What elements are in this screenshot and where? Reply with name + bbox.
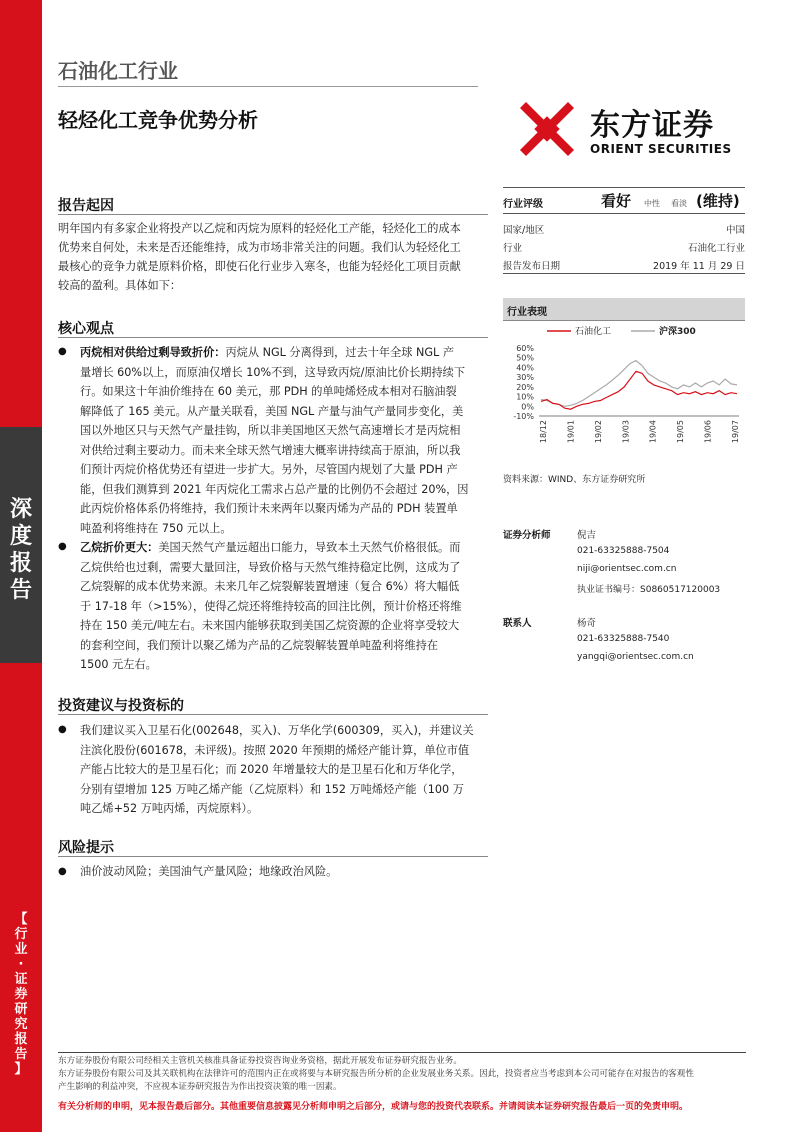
y-tick-label: 30%	[516, 373, 534, 383]
analyst-email[interactable]: niji@orientsec.com.cn	[577, 564, 677, 574]
x-tick-label: 19/05	[676, 420, 686, 444]
x-tick-label: 19/04	[648, 420, 658, 444]
logo-mark-icon	[516, 98, 578, 160]
footer-disclaimer: 东方证券股份有限公司经相关主管机关核准具备证券投资咨询业务资格，据此开展发布证券研究报告业务。 东方证券股份有限公司及其关联机构在法律许可的范围内正在或将要与本研究报告所分析的企业发展业务关系。因此，投资者应当考虑到本公司可能存在对报告的客观性 产生影响的利益冲突，不应视本证券研究报告为作出投资决策的唯一因素。	[58, 1056, 694, 1092]
section-divider	[58, 337, 488, 338]
rating-neutral: 中性	[644, 199, 660, 208]
section-title-core: 核心观点	[58, 321, 114, 337]
bullet-icon: ●	[58, 541, 67, 552]
contact-role: 联系人	[503, 618, 532, 629]
performance-title: 行业表现	[507, 307, 547, 318]
y-tick-label: -10%	[513, 412, 534, 421]
section-title-risk: 风险提示	[58, 840, 114, 856]
y-tick-label: 10%	[516, 392, 534, 402]
rating-label: 行业评级	[503, 199, 543, 210]
rating-bottom-line	[503, 213, 745, 214]
x-tick-label: 19/06	[703, 420, 713, 444]
info-bottom-line	[503, 273, 745, 274]
footer-divider	[58, 1052, 746, 1053]
section-divider	[58, 214, 488, 215]
rating-bearish: 看淡	[671, 199, 687, 208]
bullet-icon: ●	[58, 724, 67, 735]
legend-label: 沪深300	[659, 327, 696, 337]
y-tick-label: 0%	[521, 402, 534, 412]
section-divider	[58, 714, 488, 715]
vertical-report-type: 深 度 报 告	[9, 497, 32, 603]
analyst-phone: 021-63325888-7504	[577, 546, 670, 556]
x-tick-label: 19/03	[621, 420, 631, 444]
contact-phone: 021-63325888-7540	[577, 634, 670, 644]
performance-underline	[503, 320, 745, 321]
reason-paragraph: 明年国内有多家企业将投产以乙烷和丙烷为原料的轻烃化工产能，轻烃化工的成本 优势来自何处，未来是否还能维持，成为市场非常关注的问题。我们认为轻烃化工 最核心的竞争力就是原料价格，即使石化行业步入寒冬，也能为轻烃化工项目贡献 较高的盈利。具体如下：	[58, 222, 461, 292]
x-tick-label: 19/07	[731, 420, 740, 444]
performance-chart	[503, 322, 745, 462]
section-title-reason: 报告起因	[58, 198, 114, 214]
info-value: 中国	[725, 225, 745, 236]
logo-name-en: ORIENT SECURITIES	[590, 142, 732, 156]
x-tick-label: 19/02	[593, 420, 603, 444]
series-line	[541, 371, 737, 409]
rating-main: 看好	[601, 192, 632, 210]
contact-email[interactable]: yangqi@orientsec.com.cn	[577, 652, 694, 662]
x-tick-label: 18/12	[539, 420, 548, 444]
logo-name-cn: 东方证券	[590, 108, 714, 143]
x-tick-label: 19/01	[566, 420, 576, 444]
bullet-icon: ●	[58, 866, 67, 877]
chart-source: 资料来源：WIND、东方证券研究所	[503, 475, 646, 485]
info-value: 2019 年 11 月 29 日	[653, 261, 745, 272]
core-point-ethane: 乙烷折价更大：美国天然气产量远超出口能力，导致本土天然气价格很低。而 乙烷供给也过剩，需要大量回注，导致价格与天然气维持稳定比例，这成为了 乙烷裂解的成本优势来源。未来几年乙烷裂解装置增速（复合 6%）将大幅低 于 17-18 年（>15%），使得乙烷还将维持较高的回注比例，预计价格还将维 持在 150 美元/吨左右。未来国内能够获取到美国乙烷资源的企业将享受较大 的套利空间，我们预计以聚乙烯为产品的乙烷裂解装置单吨盈利将维持在 1500 元左右。	[80, 541, 462, 671]
report-title: 轻烃化工竞争优势分析	[58, 108, 258, 132]
analyst-role: 证券分析师	[503, 530, 551, 541]
invest-point: 我们建议买入卫星石化(002648，买入)、万华化学(600309，买入)，并建议关 注滨化股份(601678，未评级)。按照 2020 年预期的烯烃产能计算，单位市值 产能占比较大的是卫星石化；而 2020 年增量较大的是卫星石化和万华化学， 分别有望增加 125 万吨乙烯产能（乙烷原料）和 152 万吨烯烃产能（100 万 吨乙烯+52 万吨丙烯，丙烷原料）。	[80, 724, 474, 815]
info-label: 行业	[503, 243, 523, 254]
rating-status: (维持)	[696, 192, 740, 210]
analyst-cert: 执业证书编号：S0860517120003	[577, 585, 721, 595]
section-divider	[58, 856, 488, 857]
core-point-propane: 丙烷相对供给过剩导致折价：丙烷从 NGL 分离得到，过去十年全球 NGL 产 量增长 60%以上，而原油仅增长 10%不到，这导致丙烷/原油比价长期持续下 行。如果这十年油价维持在 60 美元，那 PDH 的单吨烯烃成本相对石脑油裂 解降低了 165 美元。从产量关联看，美国 NGL 产量与油气产量同步变化，美 国以外地区只与天然气产量挂钩，所以非美国地区天然气高速增长才是丙烷相 对供给过剩主要动力。而未来全球天然气增速大概率讲持续高于原油，所以我 们预计丙烷价格优势还有望进一步扩大。另外，尽管国内规划了大量 PDH 产 能，但我们测算到 2021 年丙烷化工需求占总产量的比例仍不会超过 20%，因 此丙烷价格体系仍将维持，我们预计未来两年以聚丙烯为产品的 PDH 装置单 吨盈利将维持在 750 元以上。	[80, 346, 469, 535]
series-line	[541, 361, 737, 407]
info-label: 报告发布日期	[503, 261, 561, 272]
y-tick-label: 50%	[516, 353, 534, 363]
y-tick-label: 60%	[516, 344, 534, 353]
analyst-name: 倪吉	[577, 530, 597, 541]
rating-top-line	[503, 187, 745, 188]
company-logo	[516, 98, 746, 160]
legend-label: 石油化工	[575, 327, 612, 337]
info-value: 石油化工行业	[687, 243, 745, 254]
contact-name: 杨奇	[577, 618, 597, 629]
footer-notice: 有关分析师的申明，见本报告最后部分。其他重要信息披露见分析师申明之后部分，或请与您的投资代表联系。并请阅读本证券研究报告最后一页的免责申明。	[58, 1102, 689, 1112]
y-tick-label: 40%	[516, 363, 534, 373]
performance-header	[503, 298, 745, 320]
header-divider	[58, 86, 478, 87]
risk-text: 油价波动风险；美国油气产量风险；地缘政治风险。	[80, 865, 338, 878]
y-tick-label: 20%	[516, 382, 534, 392]
info-label: 国家/地区	[503, 225, 545, 236]
vertical-report-tag: 【 行 业 · 证 券 研 究 报 告 】	[14, 912, 28, 1077]
bullet-icon: ●	[58, 346, 67, 357]
sidebar-band-top	[0, 0, 42, 427]
industry-heading: 石油化工行业	[58, 59, 178, 83]
section-title-invest: 投资建议与投资标的	[58, 698, 184, 714]
